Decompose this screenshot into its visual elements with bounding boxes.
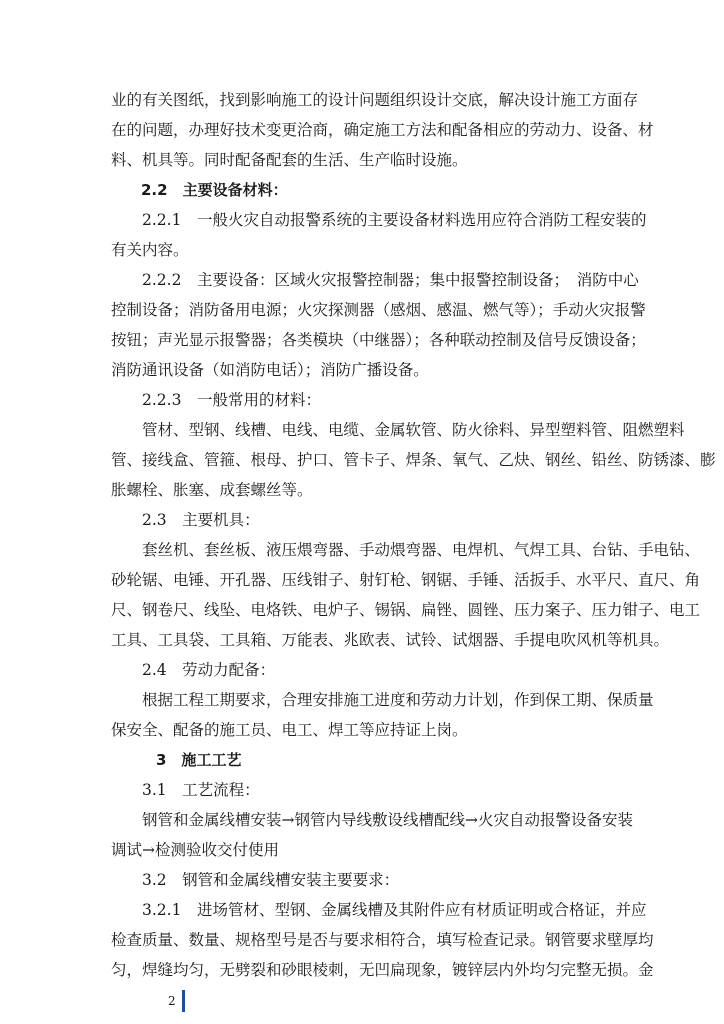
text-line: 3.2.1 进场管材、型钢、金属线槽及其附件应有材质证明或合格证，并应 <box>111 901 647 919</box>
text-line: 2.4 劳动力配备： <box>111 661 276 679</box>
text-line: 检查质量、数量、规格型号是否与要求相符合，填写检查记录。钢管要求壁厚均 <box>111 931 654 949</box>
section-heading: 2.2 主要设备材料： <box>111 181 288 199</box>
page-number: 2 <box>168 994 176 1008</box>
text-line: 胀螺栓、胀塞、成套螺丝等。 <box>111 481 313 499</box>
chapter-heading: 3 施工工艺 <box>111 751 242 769</box>
text-line: 2.2.3 一般常用的材料： <box>111 391 321 409</box>
text-line: 消防通讯设备（如消防电话）；消防广播设备。 <box>111 361 429 379</box>
page-footer <box>168 990 185 1012</box>
text-line: 2.2.2 主要设备：区域火灾报警控制器；集中报警控制设备； 消防中心 <box>111 271 639 289</box>
text-line: 业的有关图纸，找到影响施工的设计问题组织设计交底，解决设计施工方面存 <box>111 91 639 109</box>
text-line: 3.1 工艺流程： <box>111 781 260 799</box>
text-line: 调试→检测验收交付使用 <box>111 841 279 859</box>
text-line: 按钮；声光显示报警器；各类模块（中继器）；各种联动控制及信号反馈设备； <box>111 331 646 349</box>
page-number-bar <box>182 990 185 1012</box>
text-line: 管、接线盒、管箍、根母、护口、管卡子、焊条、氧气、乙炔、钢丝、铅丝、防锈漆、膨 <box>111 451 716 469</box>
text-line: 控制设备；消防备用电源；火灾探测器（感烟、感温、燃气等）；手动火灾报警 <box>111 301 646 319</box>
text-line: 钢管和金属线槽安装→钢管内导线敷设线槽配线→火灾自动报警设备安装 <box>111 811 633 829</box>
text-line: 工具、工具袋、工具箱、万能表、兆欧表、试铃、试烟器、手提电吹风机等机具。 <box>111 631 670 649</box>
text-line: 套丝机、套丝板、液压煨弯器、手动煨弯器、电焊机、气焊工具、台钻、手电钻、 <box>111 541 701 559</box>
text-line: 料、机具等。同时配备配套的生活、生产临时设施。 <box>111 151 468 169</box>
text-line: 保安全、配备的施工员、电工、焊工等应持证上岗。 <box>111 721 468 739</box>
text-line: 匀，焊缝均匀，无劈裂和砂眼棱刺，无凹扁现象，镀锌层内外均匀完整无损。金 <box>111 961 654 979</box>
text-line: 砂轮锯、电锤、开孔器、压线钳子、射钉枪、钢锯、手锤、活扳手、水平尺、直尺、角 <box>111 571 701 589</box>
text-line: 2.3 主要机具： <box>111 511 260 529</box>
text-line: 尺、钢卷尺、线坠、电烙铁、电炉子、锡锅、扁锉、圆锉、压力案子、压力钳子、电工 <box>111 601 701 619</box>
text-line: 根据工程工期要求，合理安排施工进度和劳动力计划，作到保工期、保质量 <box>111 691 654 709</box>
text-line: 有关内容。 <box>111 241 189 259</box>
text-line: 2.2.1 一般火灾自动报警系统的主要设备材料选用应符合消防工程安装的 <box>111 211 647 229</box>
text-line: 在的问题，办理好技术变更洽商，确定施工方法和配备相应的劳动力、设备、材 <box>111 121 654 139</box>
text-line: 管材、型钢、线槽、电线、电缆、金属软管、防火徐料、异型塑料管、阻燃塑料 <box>111 421 685 439</box>
text-line: 3.2 钢管和金属线槽安装主要要求： <box>111 871 400 889</box>
